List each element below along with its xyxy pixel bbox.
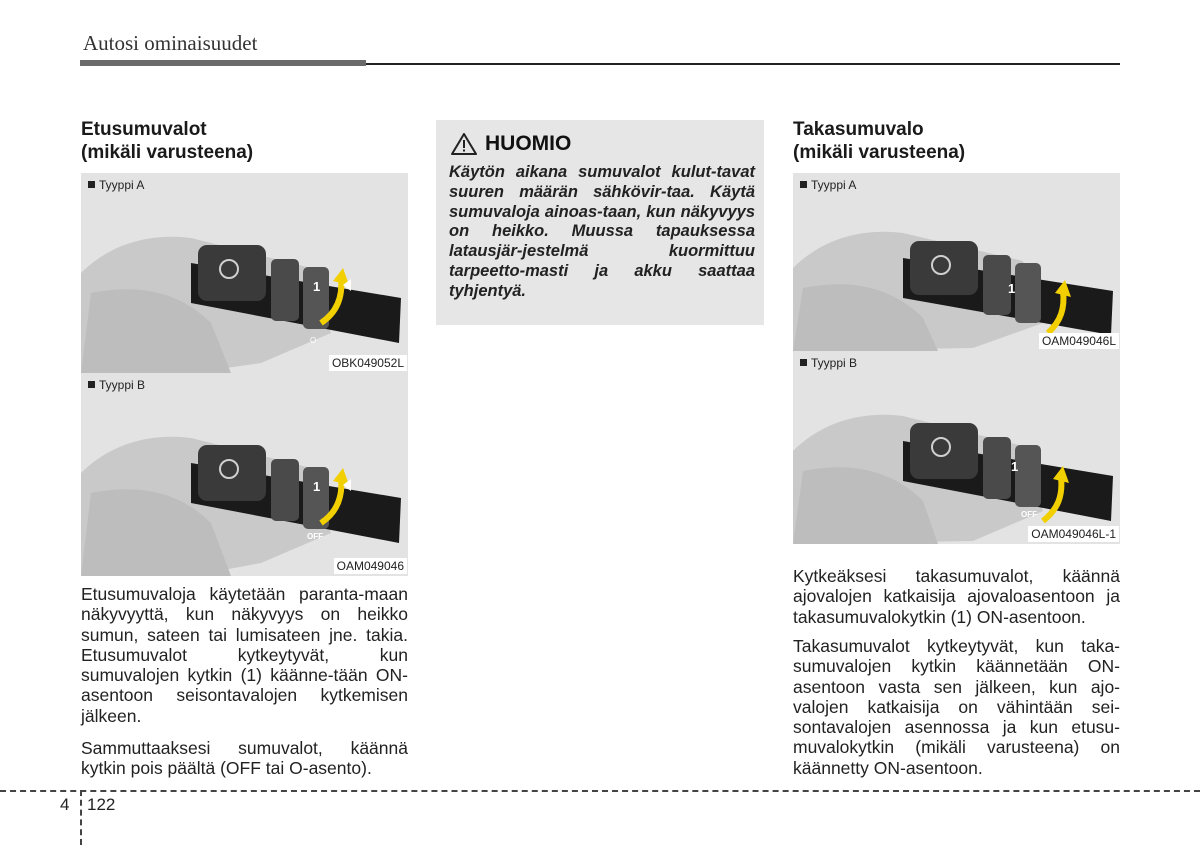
front-fog-heading-line1: Etusumuvalot [81, 119, 207, 140]
rear-fog-heading-line2: (mikäli varusteena) [793, 142, 966, 163]
warning-triangle-icon [451, 133, 477, 155]
front-fog-figure-type-b [81, 373, 408, 576]
footer-dashed-rule [0, 790, 1200, 792]
switch-number-1: 1 [313, 279, 321, 294]
footer-dashed-divider [80, 790, 82, 845]
switch-number-1: 1 [313, 479, 321, 494]
front-fog-heading-line2: (mikäli varusteena) [81, 142, 254, 163]
switch-off-position: OFF [307, 532, 323, 541]
page-header-title: Autosi ominaisuudet [83, 31, 258, 55]
stalk-knob [198, 245, 266, 301]
stalk-knob [198, 445, 266, 501]
rear-fog-figure-type-b [793, 351, 1120, 544]
front-fog-paragraph-1: Etusumuvaloja käytetään paranta-maan näkyvyyttä, kun näkyvyys on heikko sumun, sateen tai lumisateen jne. takia. Etusumuvalot kytkeytyvät, kun sumuvalojen kytkin (1) käänne-tään ON-asentoon seisontavalojen kytkemisen jälkeen. [81, 584, 408, 726]
rear-fog-paragraph-1: Kytkeäksesi takasumuvalot, käännä ajovalojen katkaisija ajovaloasentoon ja takasumuvalokytkin (1) ON-asentoon. [793, 566, 1120, 627]
front-fog-heading [81, 118, 253, 164]
switch-number-1: 1 [1008, 281, 1016, 296]
figure-type-label: Tyyppi B [88, 378, 145, 392]
caution-box [436, 120, 764, 325]
figure-code: OAM049046 [334, 558, 407, 574]
caution-text: Käytön aikana sumuvalot kulut-tavat suuren määrän sähkövir-taa. Käytä sumuvaloja ainoas-taan, kun näkyvyys on heikko. Muussa tapauksessa latausjär-jestelmä kuormittuu tarpeetto-masti ja akku saattaa tyhjentyä. [449, 163, 755, 300]
switch-off-position: OFF [1021, 510, 1037, 519]
rear-fog-heading-line1: Takasumuvalo [793, 119, 924, 140]
figure-type-label: Tyyppi B [800, 356, 857, 370]
figure-code: OAM049046L-1 [1028, 526, 1119, 542]
rear-fog-paragraph-2: Takasumuvalot kytkeytyvät, kun taka-sumuvalojen kytkin käännetään ON-asentoon vasta sen jälkeen, kun ajo-valojen katkaisija on vähintään sei-sontavalojen asennossa ja kun etusu-muvalokytkin (mikäli varusteena) on käännetty ON-asentoon. [793, 636, 1120, 778]
stalk-switch-illustration [793, 173, 1120, 351]
switch-o-position: O [310, 336, 317, 345]
stalk-knob [910, 423, 978, 479]
front-fog-paragraph-2: Sammuttaaksesi sumuvalot, käännä kytkin pois päältä (OFF tai O-asento). [81, 738, 408, 779]
stalk-switch-illustration [81, 373, 408, 576]
chapter-number: 4 [60, 795, 70, 814]
caution-title: HUOMIO [485, 132, 572, 155]
page-number: 122 [87, 795, 116, 814]
stalk-switch-illustration [793, 351, 1120, 544]
front-fog-figure-type-a [81, 173, 408, 373]
header-rule-thin [366, 63, 1120, 65]
figure-code: OAM049046L [1039, 333, 1119, 349]
figure-type-label: Tyyppi A [800, 178, 856, 192]
header-rule-thick [80, 60, 366, 66]
rear-fog-heading [793, 118, 965, 164]
stalk-knob [910, 241, 978, 295]
stalk-switch-illustration [81, 173, 408, 373]
figure-code: OBK049052L [329, 355, 407, 371]
figure-type-label: Tyyppi A [88, 178, 144, 192]
switch-number-1: 1 [1011, 459, 1019, 474]
rear-fog-figure-type-a [793, 173, 1120, 351]
